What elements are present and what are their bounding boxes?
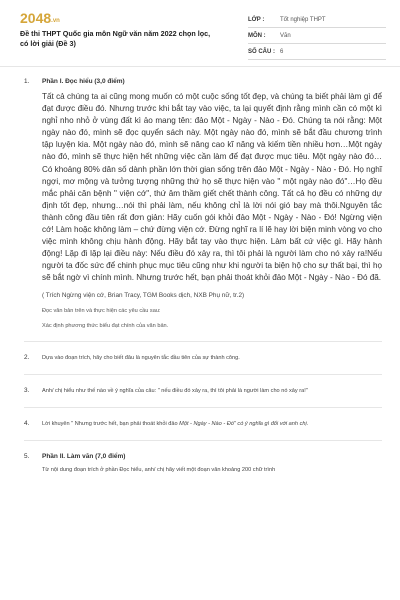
section-1-heading <box>24 78 382 85</box>
meta-row-count <box>248 44 386 60</box>
question-number: 3. <box>24 386 30 394</box>
page-title: Đề thi THPT Quốc gia môn Ngữ văn năm 2022 chọn lọc, có lời giải (Đề 3) <box>20 29 211 48</box>
question-text: Anh/ chị hiểu như thế nào về ý nghĩa của câu: " nếu điều đó xảy ra, thì tôi phải là người làm cho nó xảy ra!" <box>42 387 308 394</box>
exam-content <box>24 78 382 474</box>
meta-table <box>248 12 386 60</box>
instruction-text: Đọc văn bản trên và thực hiện các yêu cầu sau: <box>42 307 161 314</box>
site-logo[interactable] <box>20 10 60 26</box>
question-2 <box>24 354 382 362</box>
meta-value: Văn <box>280 32 291 39</box>
question-number: 5. <box>24 452 30 460</box>
question-text-italic: Một - Ngày - Nào - Đó" có ý nghĩa gì đối với anh chị. <box>179 420 309 427</box>
meta-value: Tốt nghiệp THPT <box>280 16 326 23</box>
meta-key: SỐ CÂU : <box>248 48 275 55</box>
logo-main: 2048 <box>20 10 52 26</box>
meta-key: LỚP : <box>248 16 265 23</box>
section-title: Phần II. Làm văn (7,0 điểm) <box>42 452 126 460</box>
meta-value: 6 <box>280 48 284 55</box>
reading-passage: Tất cả chúng ta ai cũng mong muốn có một cuộc sống tốt đẹp, và chúng ta biết phải làm gì để đạt được điều đó. Nhưng trước khi bắt tay vào việc, ta lại quyết định rằng mình cần có một kì nghỉ nho nhỏ ở vùng đất kì ảo mang tên: đảo Một - Ngày - Nào - Đó. Chúng ta nói rằng: Một ngày nào đó, mình sẽ đọc quyển sách này. Một ngày nào đó, mình sẽ bắt đầu chương trình tập luyện kia. Một ngày nào đó, mình sẽ nâng cao kĩ năng và kiếm tiền nhiều hơn…Một ngày nào đó, mình sẽ thực hiện hết những việc cần làm để đạt được mục tiêu. Một ngày nào đó…Có khoảng 80% dân số dành phần lớn thời gian sống trên đảo Một - Ngày - Nào - Đó. Họ nghĩ ngợi, mơ mộng và tưởng tượng những thứ họ sẽ thực hiện vào " một ngày nào đó"…Họ đều mắc phải căn bệnh " viện cớ", thứ âm thầm giết chết thành công. Tất cả họ đều có những dự định tốt đẹp, nhưng…nói thì phải làm, nếu không chỉ là lời nói gió bay mà thôi.Nguyên tắc thành công đầu tiên rất đơn giản: Hãy cuốn gói khỏi đảo Một - Ngày - Nào - Đó! Ngừng viện cớ! Làm hoặc không làm – chứ đừng viện cớ. Đừng nghĩ ra lí lẽ hay lời biện minh vòng vo cho việc mình không chịu hành động. Hãy bắt tay vào thực hiện. Làm bất cứ việc gì. Hãy hành động! Lặp đi lặp lại điều này: Nếu điều đó xảy ra, thì tôi phải là người làm cho nó xảy ra!Nếu người ta đốc sức để chinh phục mục tiêu cũng như khi người ta biện hộ cho sự thất bại, thì họ sẽ bắt ngờ vì chính mình. Nhưng trước hết, bạn phải thoát khỏi đảo Một - Ngày - Nào - Đó đã. <box>42 92 382 283</box>
section-title: Phần I. Đọc hiểu (3,0 điểm) <box>42 78 125 85</box>
logo-suffix: .vn <box>51 18 60 24</box>
passage-source: ( Trích Ngừng viện cớ, Brian Tracy, TGM Books dịch, NXB Phụ nữ, tr.2) <box>42 291 245 299</box>
question-3 <box>24 387 382 395</box>
question-text: Dựa vào đoạn trích, hãy cho biết đâu là nguyên tắc đầu tiên của sự thành công. <box>42 354 240 361</box>
header-divider <box>0 66 400 67</box>
divider <box>24 407 382 408</box>
divider <box>24 440 382 441</box>
question-4 <box>24 420 382 428</box>
question-number: 1. <box>24 78 30 85</box>
question-number: 2. <box>24 353 30 361</box>
question-text: Lời khuyên " Nhưng trước hết, bạn phải thoát khỏi đảo <box>42 420 180 427</box>
question-number: 4. <box>24 419 30 427</box>
question-1-text: Xác định phương thức biểu đạt chính của văn bản. <box>42 322 169 329</box>
divider <box>24 374 382 375</box>
meta-row-subject <box>248 28 386 44</box>
question-5-text: Từ nội dung đoạn trích ở phần Đọc hiểu, anh/ chị hãy viết một đoạn văn khoảng 200 chữ trình <box>42 466 276 473</box>
header <box>0 0 400 63</box>
meta-key: MÔN : <box>248 32 266 39</box>
section-2-heading <box>24 453 382 460</box>
divider <box>24 341 382 342</box>
meta-row-class <box>248 12 386 28</box>
